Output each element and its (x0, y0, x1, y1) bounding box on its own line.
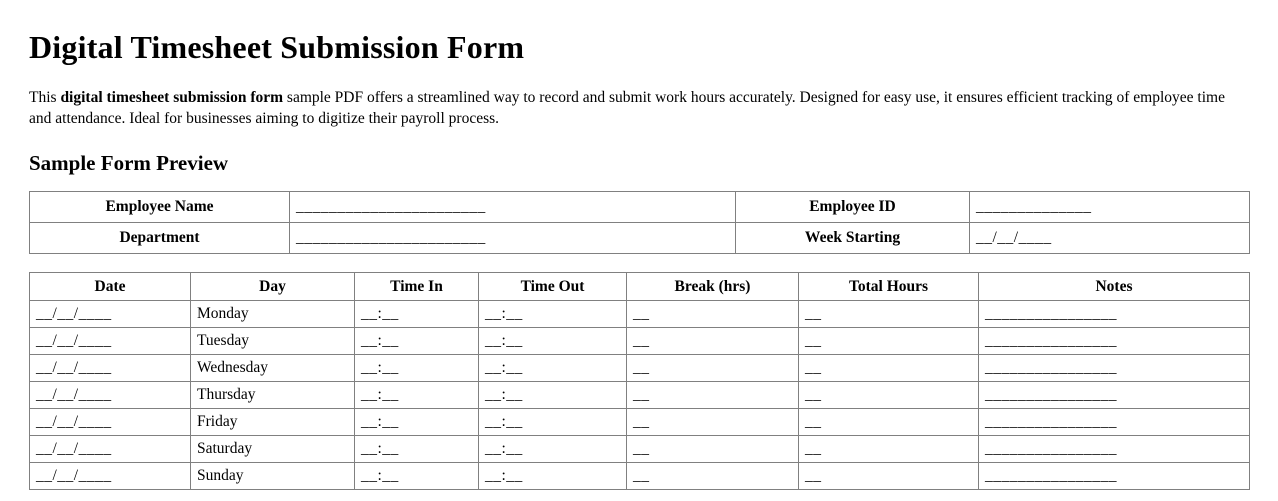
department-label: Department (30, 223, 290, 254)
timesheet-body (30, 301, 1250, 490)
cell-total-hours[interactable] (799, 409, 979, 436)
cell-notes[interactable] (979, 301, 1250, 328)
cell-notes[interactable] (979, 463, 1250, 490)
cell-day: Sunday (191, 463, 355, 490)
time-out-blank: __:__ (485, 359, 523, 377)
cell-break[interactable] (627, 382, 799, 409)
page-title: Digital Timesheet Submission Form (29, 29, 525, 65)
cell-total-hours[interactable] (799, 463, 979, 490)
department-blank: _______________________ (296, 229, 486, 247)
cell-time-out[interactable] (479, 463, 627, 490)
break-blank: __ (633, 359, 650, 377)
column-header-time-out: Time Out (479, 273, 627, 301)
cell-time-in[interactable] (355, 436, 479, 463)
time-out-blank: __:__ (485, 305, 523, 323)
time-in-blank: __:__ (361, 332, 399, 350)
cell-date[interactable] (30, 463, 191, 490)
cell-date[interactable] (30, 301, 191, 328)
cell-notes[interactable] (979, 382, 1250, 409)
time-out-blank: __:__ (485, 440, 523, 458)
cell-total-hours[interactable] (799, 382, 979, 409)
employee-name-field[interactable] (290, 192, 736, 223)
total-blank: __ (805, 413, 822, 431)
time-in-blank: __:__ (361, 467, 399, 485)
cell-time-out[interactable] (479, 301, 627, 328)
cell-day: Thursday (191, 382, 355, 409)
date-blank: __/__/____ (36, 440, 112, 458)
time-out-blank: __:__ (485, 467, 523, 485)
table-row (30, 409, 1250, 436)
cell-date[interactable] (30, 409, 191, 436)
time-in-blank: __:__ (361, 386, 399, 404)
time-in-blank: __:__ (361, 413, 399, 431)
intro-text-before: This (29, 89, 61, 107)
cell-time-in[interactable] (355, 355, 479, 382)
cell-notes[interactable] (979, 355, 1250, 382)
cell-time-out[interactable] (479, 328, 627, 355)
intro-text-bold: digital timesheet submission form (60, 89, 284, 107)
column-header-total-hours: Total Hours (799, 273, 979, 301)
cell-notes[interactable] (979, 436, 1250, 463)
cell-notes[interactable] (979, 328, 1250, 355)
cell-total-hours[interactable] (799, 355, 979, 382)
employee-info-table (29, 191, 1250, 254)
total-blank: __ (805, 386, 822, 404)
cell-break[interactable] (627, 328, 799, 355)
time-out-blank: __:__ (485, 332, 523, 350)
cell-break[interactable] (627, 301, 799, 328)
table-row (30, 192, 1250, 223)
cell-total-hours[interactable] (799, 301, 979, 328)
break-blank: __ (633, 413, 650, 431)
total-blank: __ (805, 332, 822, 350)
cell-total-hours[interactable] (799, 328, 979, 355)
cell-date[interactable] (30, 355, 191, 382)
cell-break[interactable] (627, 409, 799, 436)
table-row (30, 436, 1250, 463)
timesheet-table (29, 272, 1250, 490)
break-blank: __ (633, 305, 650, 323)
notes-blank: ________________ (985, 467, 1117, 485)
column-header-break: Break (hrs) (627, 273, 799, 301)
cell-time-in[interactable] (355, 328, 479, 355)
break-blank: __ (633, 386, 650, 404)
break-blank: __ (633, 332, 650, 350)
date-blank: __/__/____ (36, 359, 112, 377)
table-row (30, 328, 1250, 355)
time-in-blank: __:__ (361, 305, 399, 323)
cell-time-in[interactable] (355, 382, 479, 409)
column-header-day: Day (191, 273, 355, 301)
column-header-date: Date (30, 273, 191, 301)
total-blank: __ (805, 467, 822, 485)
cell-break[interactable] (627, 436, 799, 463)
time-in-blank: __:__ (361, 440, 399, 458)
employee-name-label: Employee Name (30, 192, 290, 223)
cell-notes[interactable] (979, 409, 1250, 436)
time-out-blank: __:__ (485, 386, 523, 404)
cell-date[interactable] (30, 382, 191, 409)
table-row (30, 301, 1250, 328)
cell-break[interactable] (627, 463, 799, 490)
cell-total-hours[interactable] (799, 436, 979, 463)
cell-date[interactable] (30, 328, 191, 355)
cell-day: Friday (191, 409, 355, 436)
week-starting-field[interactable] (970, 223, 1250, 254)
cell-break[interactable] (627, 355, 799, 382)
cell-day: Wednesday (191, 355, 355, 382)
total-blank: __ (805, 305, 822, 323)
column-header-notes: Notes (979, 273, 1250, 301)
timesheet-header-row (30, 273, 1250, 301)
notes-blank: ________________ (985, 305, 1117, 323)
cell-day: Tuesday (191, 328, 355, 355)
table-row (30, 463, 1250, 490)
employee-name-blank: _______________________ (296, 198, 486, 216)
notes-blank: ________________ (985, 332, 1117, 350)
section-title: Sample Form Preview (29, 151, 229, 176)
week-starting-blank: __/__/____ (976, 229, 1052, 247)
cell-date[interactable] (30, 436, 191, 463)
date-blank: __/__/____ (36, 413, 112, 431)
cell-time-in[interactable] (355, 301, 479, 328)
date-blank: __/__/____ (36, 305, 112, 323)
cell-time-out[interactable] (479, 382, 627, 409)
cell-time-out[interactable] (479, 355, 627, 382)
employee-id-field[interactable] (970, 192, 1250, 223)
cell-time-out[interactable] (479, 409, 627, 436)
date-blank: __/__/____ (36, 467, 112, 485)
employee-id-label: Employee ID (736, 192, 970, 223)
cell-day: Monday (191, 301, 355, 328)
date-blank: __/__/____ (36, 332, 112, 350)
time-out-blank: __:__ (485, 413, 523, 431)
notes-blank: ________________ (985, 413, 1117, 431)
cell-day: Saturday (191, 436, 355, 463)
column-header-time-in: Time In (355, 273, 479, 301)
date-blank: __/__/____ (36, 386, 112, 404)
break-blank: __ (633, 440, 650, 458)
notes-blank: ________________ (985, 386, 1117, 404)
intro-paragraph (29, 65, 1249, 129)
week-starting-label: Week Starting (736, 223, 970, 254)
table-row (30, 223, 1250, 254)
total-blank: __ (805, 440, 822, 458)
cell-time-in[interactable] (355, 409, 479, 436)
cell-time-in[interactable] (355, 463, 479, 490)
notes-blank: ________________ (985, 359, 1117, 377)
department-field[interactable] (290, 223, 736, 254)
cell-time-out[interactable] (479, 436, 627, 463)
table-row (30, 355, 1250, 382)
intro-text-after: sample PDF offers a streamlined way to record and submit work hours accurately. Designed for easy use, it ensures efficient tracking of employee time and attendance. Ideal for businesses aiming to digitize their payroll process. (29, 89, 1225, 127)
total-blank: __ (805, 359, 822, 377)
time-in-blank: __:__ (361, 359, 399, 377)
notes-blank: ________________ (985, 440, 1117, 458)
break-blank: __ (633, 467, 650, 485)
employee-id-blank: ______________ (976, 198, 1092, 216)
table-row (30, 382, 1250, 409)
